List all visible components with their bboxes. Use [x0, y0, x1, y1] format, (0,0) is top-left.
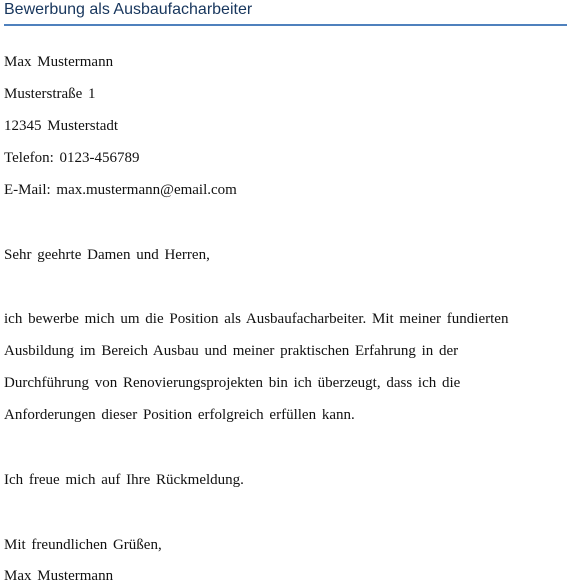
body-line: Ausbildung im Bereich Ausbau und meiner praktischen Erfahrung in der: [4, 343, 459, 359]
body-line: Durchführung von Renovierungsprojekten bin ich überzeugt, dass ich die: [4, 375, 461, 391]
closing-sentence: Ich freue mich auf Ihre Rückmeldung.: [4, 472, 244, 488]
body-line: ich bewerbe mich um die Position als Ausbaufacharbeiter. Mit meiner fundierten: [4, 311, 509, 327]
sender-street: Musterstraße 1: [4, 86, 96, 102]
salutation: Sehr geehrte Damen und Herren,: [4, 247, 210, 263]
closing-phrase: Mit freundlichen Grüßen,: [4, 537, 162, 553]
sender-phone: Telefon: 0123-456789: [4, 150, 140, 166]
document-title: Bewerbung als Ausbaufacharbeiter: [4, 0, 567, 26]
signature-name: Max Mustermann: [4, 568, 114, 584]
sender-city: 12345 Musterstadt: [4, 118, 119, 134]
body-line: Anforderungen dieser Position erfolgreich erfüllen kann.: [4, 407, 355, 423]
sender-name: Max Mustermann: [4, 54, 114, 70]
sender-email: E-Mail: max.mustermann@email.com: [4, 182, 237, 198]
